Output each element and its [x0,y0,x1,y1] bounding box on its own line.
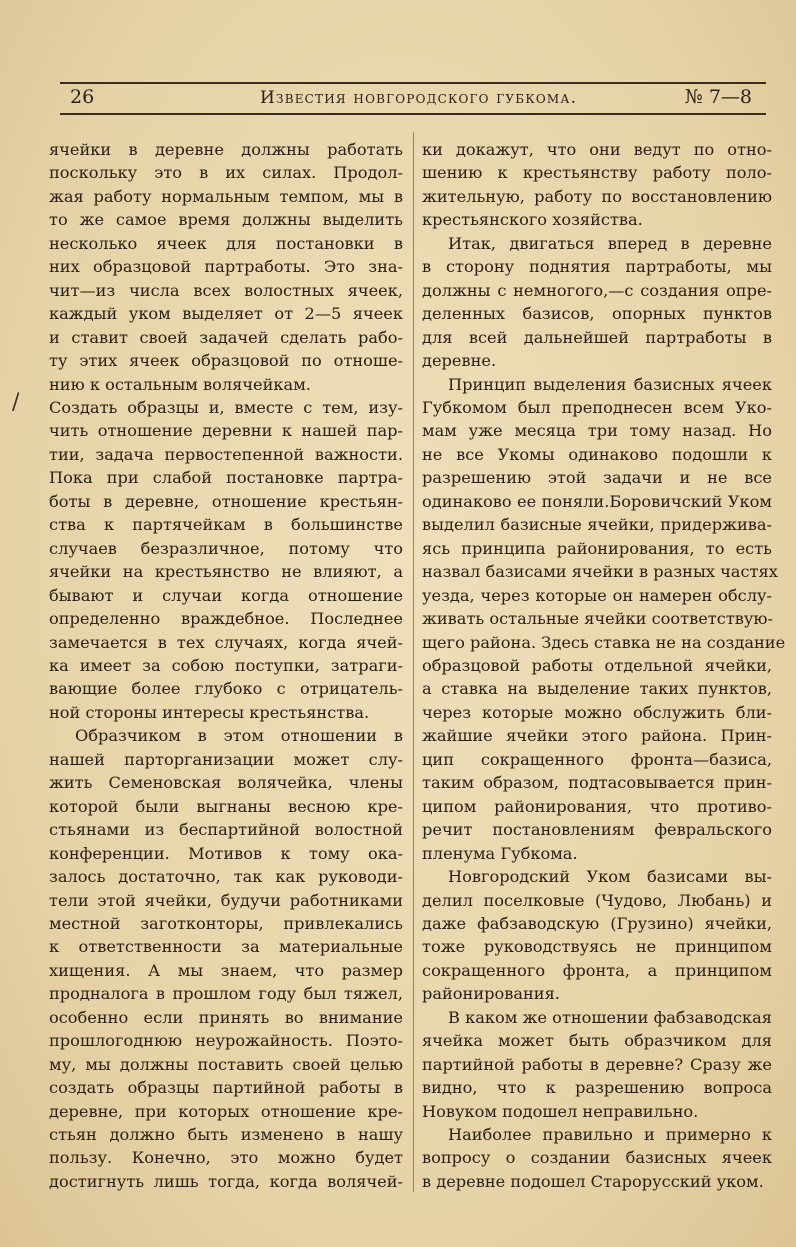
text-line: и ставит своей задачей сделать рабо- [49,327,403,347]
margin-pencil-mark: / [12,390,20,415]
left-text-column [49,138,403,1193]
column-divider [413,132,414,1192]
text-line: Итак, двигаться вперед в деревне [448,233,772,253]
text-line: нашей парторганизации может слу- [49,749,403,769]
running-header [60,86,766,114]
text-line: а ставка на выделение таких пунктов, [422,679,772,699]
text-line: речит постановлениям февральского [422,820,772,840]
text-line: ства к партячейкам в большинстве [49,515,403,535]
text-line: пленума Губкома. [422,843,578,863]
text-line: прошлогоднюю неурожайность. Поэто- [49,1031,403,1051]
text-line: ципом районирования, что противо- [422,796,772,816]
text-line: несколько ячеек для постановки в [49,233,403,253]
text-line: выделил базисные ячейки, придержива- [422,515,772,535]
text-line: особенно если принять во внимание [49,1007,403,1027]
text-line: местной заготконторы, привлекались [49,913,403,933]
right-text-column [422,138,786,1193]
text-line: к ответственности за материальные [49,937,403,957]
text-line: таким образом, подтасовывается прин- [422,773,772,793]
text-line: мам уже месяца три тому назад. Но [422,421,772,441]
text-line: делил поселковые (Чудово, Любань) и [422,890,772,910]
text-line: назвал базисами ячейки в разных частях [422,562,778,582]
text-line: ячейка может быть образчиком для [422,1031,772,1051]
text-line: ячейки на крестьянство не влияют, а [49,562,403,582]
text-line: чить отношение деревни к нашей пар- [49,421,403,441]
text-line: каждый уком выделяет от 2—5 ячеек [49,304,403,324]
text-line: Принцип выделения базисных ячеек [448,374,772,394]
text-line: Наиболее правильно и примерно к [448,1125,772,1145]
text-line: тели этой ячейки, будучи работниками [49,890,403,910]
text-line: партийной работы в деревне? Сразу же [422,1054,772,1074]
text-line: то же самое время должны выделить [49,210,403,230]
text-line: Образчиком в этом отношении в [75,726,403,746]
text-line: достигнуть лишь тогда, когда волячей- [49,1171,403,1191]
journal-title: Известия новгородского губкома. [260,88,578,108]
text-line: ясь принципа районирования, то есть [422,538,772,558]
text-line: живать остальные ячейки соответствую- [422,609,773,629]
text-line: деленных базисов, опорных пунктов [422,304,772,324]
text-line: определенно враждебное. Последнее [49,609,403,629]
text-line: образцовой работы отдельной ячейки, [422,655,772,675]
text-line: для всей дальнейшей партработы в [422,327,772,347]
text-line: создать образцы партийной работы в [49,1078,403,1098]
text-line: поскольку это в их силах. Продол- [49,163,403,183]
text-line: одинаково ее поняли.Боровичский Уком [422,491,772,511]
text-line: них образцовой партработы. Это зна- [49,257,403,277]
issue-number: № 7—8 [684,86,752,108]
text-line: боты в деревне, отношение крестьян- [49,491,403,511]
text-line: ка имеет за собою поступки, затраги- [49,655,403,675]
text-line: Пока при слабой постановке партра- [49,468,403,488]
text-line: чит—из числа всех волостных ячеек, [49,280,403,300]
text-line: вопросу о создании базисных ячеек [422,1148,772,1168]
text-line: конференции. Мотивов к тому ока- [49,843,403,863]
text-line: замечается в тех случаях, когда ячей- [49,632,403,652]
text-line: видно, что к разрешению вопроса [422,1078,772,1098]
text-line: ной стороны интересы крестьянства. [49,702,370,722]
text-line: районирования. [422,984,560,1004]
text-line: залось достаточно, так как руководи- [49,867,403,887]
text-line: ту этих ячеек образцовой по отноше- [49,351,403,371]
text-line: шению к крестьянству работу поло- [422,163,772,183]
text-line: даже фабзаводскую (Грузино) ячейки, [422,913,772,933]
text-line: уезда, через которые он намерен обслу- [422,585,772,605]
text-line: цип сокращенного фронта—базиса, [422,749,772,769]
text-line: разрешению этой задачи и не все [422,468,772,488]
text-line: Новуком подошел неправильно. [422,1101,699,1121]
text-line: жить Семеновская волячейка, члены [49,773,403,793]
text-line: жая работу нормальным темпом, мы в [49,186,403,206]
text-line: сокращенного фронта, а принципом [422,960,772,980]
text-line: в деревне подошел Старорусский уком. [422,1171,764,1191]
header-rule-bottom [60,113,766,115]
text-line: через которые можно обслужить бли- [422,702,772,722]
text-line: Губкомом был преподнесен всем Уко- [422,397,772,417]
text-line: продналога в прошлом году был тяжел, [49,984,403,1004]
text-line: Новгородский Уком базисами вы- [448,867,772,887]
page-number: 26 [70,86,95,108]
text-line: стьянами из беспартийной волостной [49,820,403,840]
text-line: жительную, работу по восстановлению [422,186,772,206]
text-line: тоже руководствуясь не принципом [422,937,772,957]
text-line: ячейки в деревне должны работать [49,140,403,159]
text-line: стьян должно быть изменено в нашу [49,1125,403,1145]
text-line: деревне, при которых отношение кре- [49,1101,403,1121]
text-line: которой были выгнаны весною кре- [49,796,403,816]
text-line: щего района. Здесь ставка не на создание [422,632,786,652]
text-line: тии, задача первостепенной важности. [49,444,403,464]
header-rule-top [60,82,766,84]
text-line: случаев безразличное, потому что [49,538,403,558]
text-line: должны с немногого,—с создания опре- [422,280,772,300]
text-line: крестьянского хозяйства. [422,210,643,230]
text-line: му, мы должны поставить своей целью [49,1054,403,1074]
text-line: деревне. [422,351,497,371]
text-line: В каком же отношении фабзаводская [448,1007,772,1027]
text-line: бывают и случаи когда отношение [49,585,403,605]
text-line: жайшие ячейки этого района. Прин- [422,726,772,746]
text-line: вающие более глубоко с отрицатель- [49,679,403,699]
text-line: хищения. А мы знаем, что размер [49,960,403,980]
text-line: в сторону поднятия партработы, мы [422,257,772,277]
text-line: пользу. Конечно, это можно будет [49,1148,403,1168]
text-line: Создать образцы и, вместе с тем, изу- [49,397,403,417]
text-line: ки докажут, что они ведут по отно- [422,140,772,159]
text-line: нию к остальным волячейкам. [49,374,311,394]
text-line: не все Укомы одинаково подошли к [422,444,772,464]
